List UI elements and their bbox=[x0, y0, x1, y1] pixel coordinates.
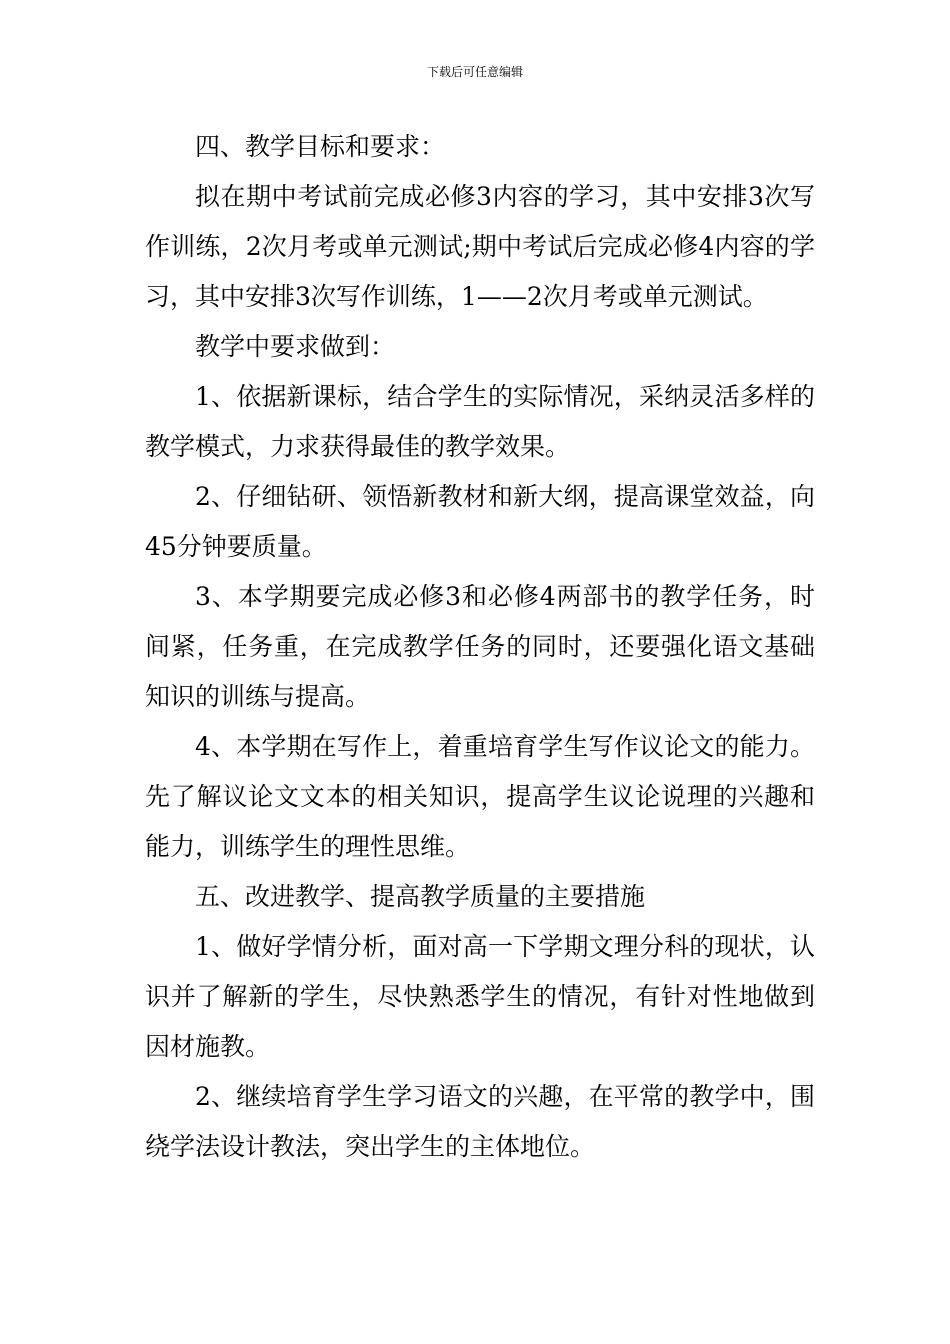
paragraph-plan: 拟在期中考试前完成必修3内容的学习，其中安排3次写作训练，2次月考或单元测试;期中考试后完成必修4内容的学习，其中安排3次写作训练，1——2次月考或单元测试。 bbox=[145, 182, 815, 311]
section-heading-goals: 四、教学目标和要求： bbox=[195, 132, 446, 161]
paragraph-requirements-intro: 教学中要求做到： bbox=[195, 332, 396, 361]
paragraph-requirement-4: 4、本学期在写作上，着重培育学生写作议论文的能力。先了解议论文文本的相关知识，提高学生议论说理的兴趣和能力，训练学生的理性思维。 bbox=[145, 732, 815, 861]
document-body bbox=[145, 122, 815, 1172]
paragraph-measure-2: 2、继续培育学生学习语文的兴趣，在平常的教学中，围绕学法设计教法，突出学生的主体地位。 bbox=[145, 1082, 815, 1161]
paragraph-requirement-2: 2、仔细钻研、领悟新教材和新大纲，提高课堂效益，向45分钟要质量。 bbox=[145, 482, 815, 561]
section-heading-measures: 五、改进教学、提高教学质量的主要措施 bbox=[195, 882, 646, 911]
paragraph-requirement-1: 1、依据新课标，结合学生的实际情况，采纳灵活多样的教学模式，力求获得最佳的教学效果。 bbox=[145, 382, 815, 461]
paragraph-requirement-3: 3、本学期要完成必修3和必修4两部书的教学任务，时间紧，任务重，在完成教学任务的同时，还要强化语文基础知识的训练与提高。 bbox=[145, 582, 815, 711]
header-note: 下载后可任意编辑 bbox=[426, 65, 523, 79]
paragraph-measure-1: 1、做好学情分析，面对高一下学期文理分科的现状，认识并了解新的学生，尽快熟悉学生的情况，有针对性地做到因材施教。 bbox=[145, 932, 815, 1061]
